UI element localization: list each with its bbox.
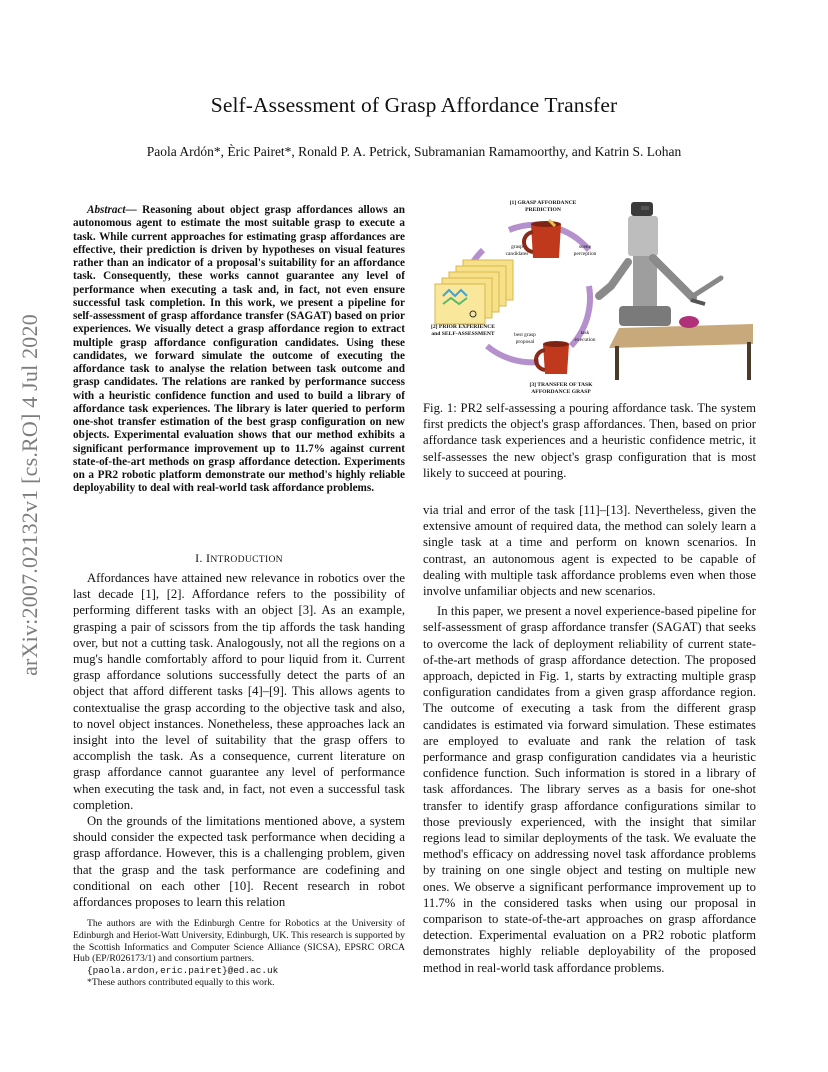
abstract-text: — Reasoning about object grasp affordances allows an autonomous agent to estimate the most suitable grasp to execute a task. While current approaches for estimating grasp affordances are effective, their prediction is driven by hypotheses on visual features rather than an indicator of a proposal's suitability for an affordance task. Consequently, these works cannot guarantee any level of performance when executing a task and, in fact, not even ensure successful task completion. In this work, we present a pipeline for self-assessment of grasp affordance transfer (SAGAT) based on prior experiences. We visually detect a grasp affordance region to extract multiple grasp affordance configuration candidates. Using these candidates, we forward simulate the outcome of executing the affordance task to analyse the relation between task outcome and grasp candidates. The relations are ranked by performance success with a heuristic confidence function and used to build a library of affordance task experiences. The library is later queried to perform one-shot transfer estimation of the best grasp configuration on new objects. Experimental evaluation shows that our method exhibits a significant performance improvement up to 11.7% against current state-of-the-art methods on grasp affordance detection. Experiments on a PR2 robotic platform demonstrate our method's highly reliable deployability to deal with real-world task affordance problems. (73, 204, 405, 495)
fig-label-prediction: [1] GRASP AFFORDANCE (509, 200, 577, 206)
intro-paragraph: Affordances have attained new relevance in robotics over the last decade [1], [2]. Affordance refers to the possibility of performing different tasks with an object [3]. As an example, grasping a pair of scissors from the tip affords the task handing over, but not a cutting task. Analogously, not all the regions on a mug's handle comfortably afford to pour liquid from it. Current grasp affordance solutions successfully detect the parts of an object that afford different tasks [4]–[9]. This allows agents to contextualise the grasp according to the objective task and also, to novel object instances. Nonetheless, these approaches lack an insight into the level of suitability that the grasp offers to accomplish the task. As a consequence, current literature on grasp affordance cannot guarantee any level of performance when executing the task and, in fact, not even a successful task completion. (73, 571, 405, 812)
intro-paragraph: On the grounds of the limitations mentioned above, a system should consider the expected task performance when deciding a grasp affordance. However, this is a challenging problem, given that the grasp and the task performance are codefining and conditional on each other [10]. Recent research in robot affordances proposes to learn this relation (73, 814, 405, 910)
fig-label-prediction: PREDICTION (525, 207, 561, 213)
mug-bottom-image (536, 341, 569, 374)
fig-label-transfer: AFFORDANCE GRASP (531, 389, 591, 395)
fig-label-task-execution: execution (574, 337, 596, 343)
experience-stack-image (435, 260, 513, 324)
fig-label-prior: and SELF-ASSESSMENT (431, 331, 495, 337)
table-leg (747, 342, 751, 380)
footnote (73, 918, 405, 989)
figure-caption: Fig. 1: PR2 self-assessing a pouring affordance task. The system first predicts the object's grasp affordances. Then, based on prior affordance task experiences and a heuristic confidence metric, it self-assesses the new object's grasp configuration that is most likely to succeed at pouring. (423, 401, 756, 480)
fig-label-scene-perception: perception (573, 251, 597, 257)
table-top (609, 324, 753, 348)
body-paragraph: via trial and error of the task [11]–[13]. Nevertheless, given the extensive amount of required data, the method can solely learn a single task at a time and perform on known scenarios. In contrast, an autonomous agent is expected to be capable of dealing with multiple task affordance problems even when those involve unfamiliar objects and new scenarios. (423, 503, 756, 599)
section-heading-introduction: I. INTRODUCTION (195, 551, 283, 565)
fig-label-best-grasp: best grasp (514, 332, 536, 338)
fig-label-grasp-candidates: grasp (511, 244, 523, 250)
arxiv-stamp (17, 300, 43, 690)
abstract (73, 204, 405, 496)
fig-label-best-grasp: proposal (515, 339, 535, 345)
footnote-emails: {paola.ardon,eric.pairet}@ed.ac.uk (87, 965, 279, 977)
introduction-body (73, 570, 405, 910)
fig-label-scene-perception: scene (579, 244, 591, 250)
arxiv-id: arXiv:2007.02132v1 [cs.RO] 4 Jul 2020 (17, 314, 42, 676)
body-paragraph: In this paper, we present a novel experience-based pipeline for self-assessment of grasp affordance transfer (SAGAT) that seeks to overcome the lack of deployment reliability of current state-of-the-art methods of grasp affordance detection. The proposed approach, depicted in Fig. 1, starts by extracting multiple grasp configuration candidates from a given grasp affordance region. The outcome of executing a task from the different grasp candidates is estimated via forward simulation. These estimates are employed to evaluate and rank the relation of task performance and grasp configuration candidates via a heuristic confidence function. Such information is stored in a library of task affordances. The library serves as a basis for one-shot transfer to identify grasp affordance configurations similar to those previously experienced, with the insight that similar regions lead to similar deployments of the task. We evaluate the method's efficacy on addressing novel task affordance problems by training on one single object and testing on multiple new ones. We observe a significant performance improvement up to 11.7% in the considered tasks when using our proposal in comparison to state-of-the-art approaches on grasp affordance detection. Experimental evaluation on a PR2 robotic platform demonstrates highly reliable deployability of the proposed method in real-world task affordance problems. (423, 604, 756, 975)
author-list: Paola Ardón*, Èric Pairet*, Ronald P. A. Petrick, Subramanian Ramamoorthy, and Katrin S. Lohan (146, 144, 682, 159)
figure-1 (423, 196, 756, 396)
bowl-image (679, 316, 699, 328)
fig-label-grasp-candidates: candidates (505, 251, 529, 257)
footnote-equal-contribution: *These authors contributed equally to this work. (87, 976, 275, 988)
abstract-label: Abstract (87, 204, 126, 216)
fig-label-task-execution: task (580, 330, 590, 336)
footnote-affiliation: The authors are with the Edinburgh Centre for Robotics at the University of Edinburgh and Heriot-Watt University, Edinburgh, UK. This research is supported by the Scottish Informatics and Computer Science Alliance (SICSA), EPSRC ORCA Hub (EP/R026173/1) and consortium partners. (73, 918, 405, 965)
fig-label-prior: [2] PRIOR EXPERIENCE (430, 324, 496, 330)
pr2-robot-image (599, 202, 721, 326)
pipeline-arc (487, 346, 539, 362)
paper-title: Self-Assessment of Grasp Affordance Transfer (210, 93, 618, 117)
table-leg (615, 346, 619, 380)
fig-label-transfer: [3] TRANSFER OF TASK (529, 382, 593, 388)
right-column-body (423, 502, 756, 976)
